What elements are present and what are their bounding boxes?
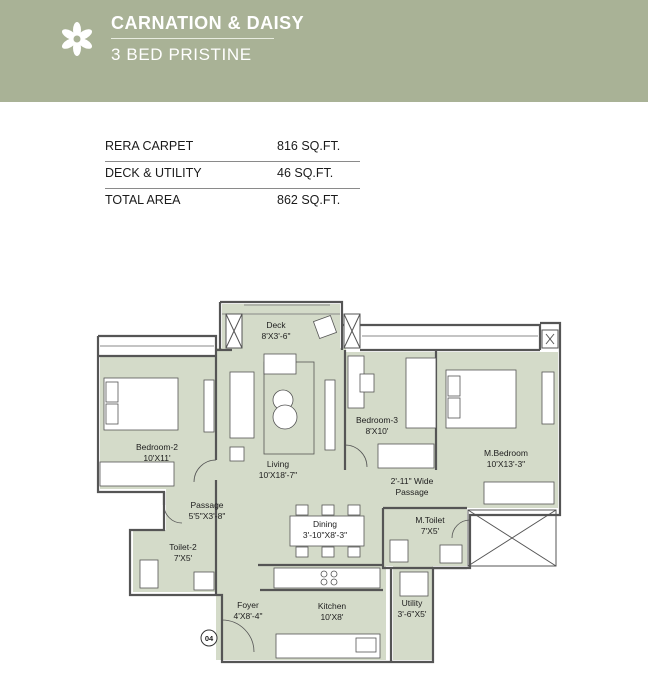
area-value: 816 SQ.FT. xyxy=(277,139,341,153)
dining-size: 3'-10"X8'-3" xyxy=(302,530,348,540)
area-value: 46 SQ.FT. xyxy=(277,166,334,180)
unit-title: CARNATION & DAISY xyxy=(111,13,305,33)
bedroom3-label: Bedroom-3 xyxy=(355,415,399,425)
wide-passage-size: Passage xyxy=(395,487,429,497)
wide-passage-label: 2'-11" Wide xyxy=(390,476,434,486)
utility-size: 3'-6"X5' xyxy=(397,609,427,619)
bedroom2-label: Bedroom-2 xyxy=(135,442,179,452)
unit-subtitle: 3 BED PRISTINE xyxy=(111,45,252,64)
passage-size: 5'5"X3'-8" xyxy=(188,511,226,521)
foyer-size: 4'X8'-4" xyxy=(233,611,263,621)
area-label: TOTAL AREA xyxy=(105,193,181,207)
kitchen-label: Kitchen xyxy=(317,601,347,611)
dining-label: Dining xyxy=(312,519,338,529)
utility-label: Utility xyxy=(401,598,423,608)
area-label: RERA CARPET xyxy=(105,139,194,153)
bedroom3-size: 8'X10' xyxy=(365,426,389,436)
area-label: DECK & UTILITY xyxy=(105,166,202,180)
unit-number: 04 xyxy=(204,634,214,643)
toilet2-label: Toilet-2 xyxy=(169,542,197,552)
living-size: 10'X18'-7" xyxy=(258,470,298,480)
deck-label: Deck xyxy=(266,320,286,330)
mbedroom-label: M.Bedroom xyxy=(484,448,528,458)
mtoilet-label: M.Toilet xyxy=(415,515,445,525)
toilet2-size: 7'X5' xyxy=(173,553,193,563)
foyer-label: Foyer xyxy=(237,600,259,610)
kitchen-size: 10'X8' xyxy=(320,612,344,622)
deck-size: 8'X3'-6" xyxy=(261,331,291,341)
mbedroom-size: 10'X13'-3" xyxy=(486,459,526,469)
passage-label: Passage xyxy=(190,500,224,510)
bedroom2-size: 10'X11' xyxy=(143,453,171,463)
living-label: Living xyxy=(266,459,290,469)
area-value: 862 SQ.FT. xyxy=(277,193,341,207)
mtoilet-size: 7'X5' xyxy=(420,526,440,536)
